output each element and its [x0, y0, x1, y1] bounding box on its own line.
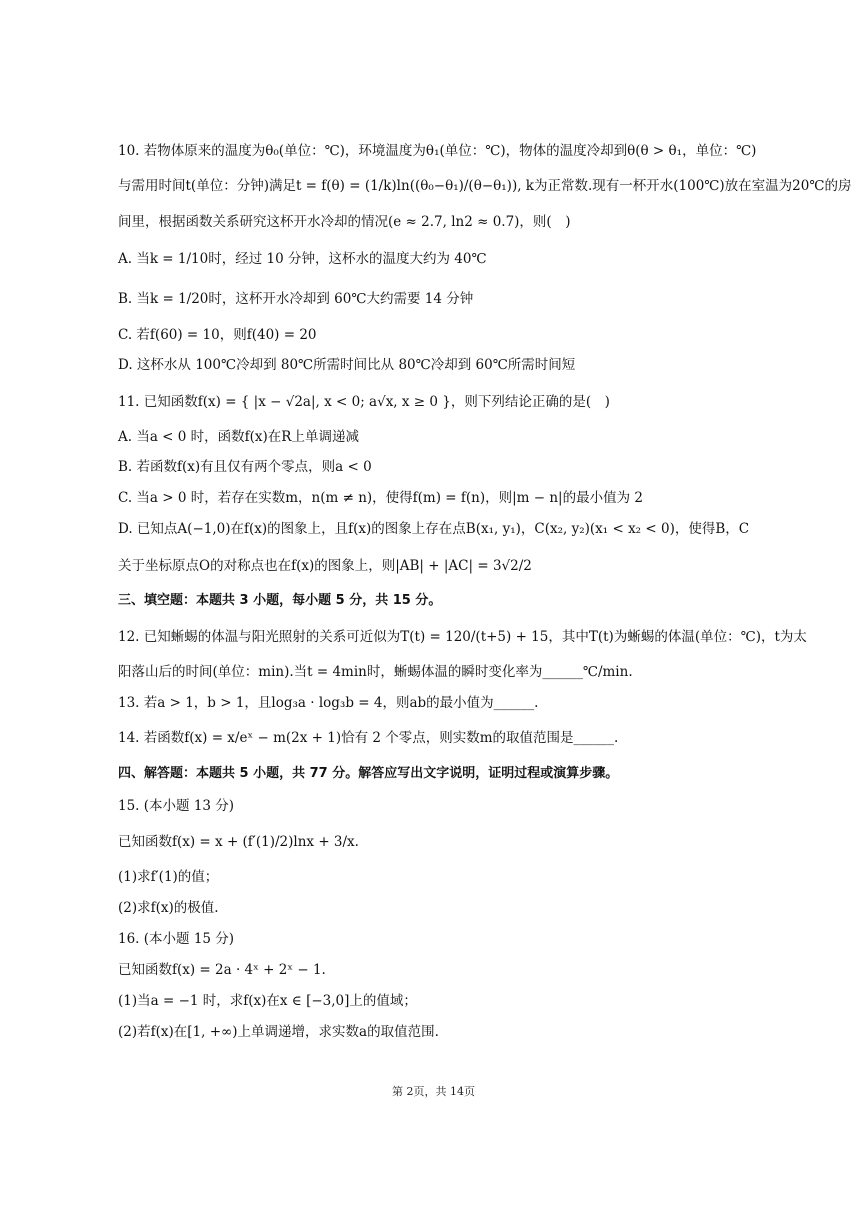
q16-header: 16. (本小题 15 分): [118, 931, 235, 947]
q15-part-1: (1)求f′(1)的值；: [118, 869, 219, 885]
q11-option-c: C. 当a > 0 时，若存在实数m，n(m ≠ n)，使得f(m) = f(n)，则|m − n|的最小值为 2: [118, 490, 643, 506]
section-solution-heading: 四、解答题：本题共 5 小题，共 77 分。解答应写出文字说明，证明过程或演算步骤。: [118, 766, 619, 781]
q11-option-a: A. 当a < 0 时，函数f(x)在R上单调递减: [118, 429, 359, 445]
q15-header: 15. (本小题 13 分): [118, 798, 235, 814]
q12-line-2: 阳落山后的时间(单位：min).当t = 4min时，蜥蜴体温的瞬时变化率为______℃/min.: [118, 664, 633, 680]
q10-option-d: D. 这杯水从 100℃冷却到 80℃所需时间比从 80℃冷却到 60℃所需时间短: [118, 357, 576, 373]
q10-option-a: A. 当k = 1/10时，经过 10 分钟，这杯水的温度大约为 40℃: [118, 251, 487, 267]
q11-stem: 11. 已知函数f(x) = { |x − √2a|, x < 0; a√x, x ≥ 0 }，则下列结论正确的是( ): [118, 394, 610, 410]
q13: 13. 若a > 1，b > 1，且log₃a · log₃b = 4，则ab的最小值为______.: [118, 695, 539, 711]
q10-line-1: 10. 若物体原来的温度为θ₀(单位：℃)，环境温度为θ₁(单位：℃)，物体的温度冷却到θ(θ > θ₁，单位：℃): [118, 143, 757, 159]
page-footer: 第 2页，共 14页: [392, 1085, 475, 1098]
section-fill-in-heading: 三、填空题：本题共 3 小题，每小题 5 分，共 15 分。: [118, 593, 442, 608]
q10-option-b: B. 当k = 1/20时，这杯开水冷却到 60℃大约需要 14 分钟: [118, 291, 474, 307]
q10-line-3: 间里，根据函数关系研究这杯开水冷却的情况(e ≈ 2.7, ln2 ≈ 0.7)，则( ): [118, 214, 571, 230]
q10-option-c: C. 若f(60) = 10，则f(40) = 20: [118, 327, 317, 343]
q16-part-1: (1)当a = −1 时，求f(x)在x ∈ [−3,0]上的值域；: [118, 993, 417, 1009]
q14: 14. 若函数f(x) = x/eˣ − m(2x + 1)恰有 2 个零点，则实数m的取值范围是______.: [118, 730, 619, 746]
q11-option-b: B. 若函数f(x)有且仅有两个零点，则a < 0: [118, 459, 372, 475]
q12-line-1: 12. 已知蜥蜴的体温与阳光照射的关系可近似为T(t) = 120/(t+5) + 15，其中T(t)为蜥蜴的体温(单位：℃)，t为太: [118, 629, 807, 645]
q15-part-2: (2)求f(x)的极值.: [118, 900, 219, 916]
q11-option-d-line-2: 关于坐标原点O的对称点也在f(x)的图象上，则|AB| + |AC| = 3√2/2: [118, 558, 532, 574]
q16-part-2: (2)若f(x)在[1, +∞)上单调递增，求实数a的取值范围.: [118, 1024, 439, 1040]
q15-stem: 已知函数f(x) = x + (f′(1)/2)lnx + 3/x.: [118, 834, 359, 850]
q16-stem: 已知函数f(x) = 2a · 4ˣ + 2ˣ − 1.: [118, 962, 326, 978]
q10-line-2: 与需用时间t(单位：分钟)满足t = f(θ) = (1/k)ln((θ₀−θ₁)/(θ−θ₁)), k为正常数.现有一杯开水(100℃)放在室温为20℃的房: [118, 178, 852, 194]
q11-option-d-line-1: D. 已知点A(−1,0)在f(x)的图象上，且f(x)的图象上存在点B(x₁, y₁)，C(x₂, y₂)(x₁ < x₂ < 0)，使得B，C: [118, 521, 750, 537]
